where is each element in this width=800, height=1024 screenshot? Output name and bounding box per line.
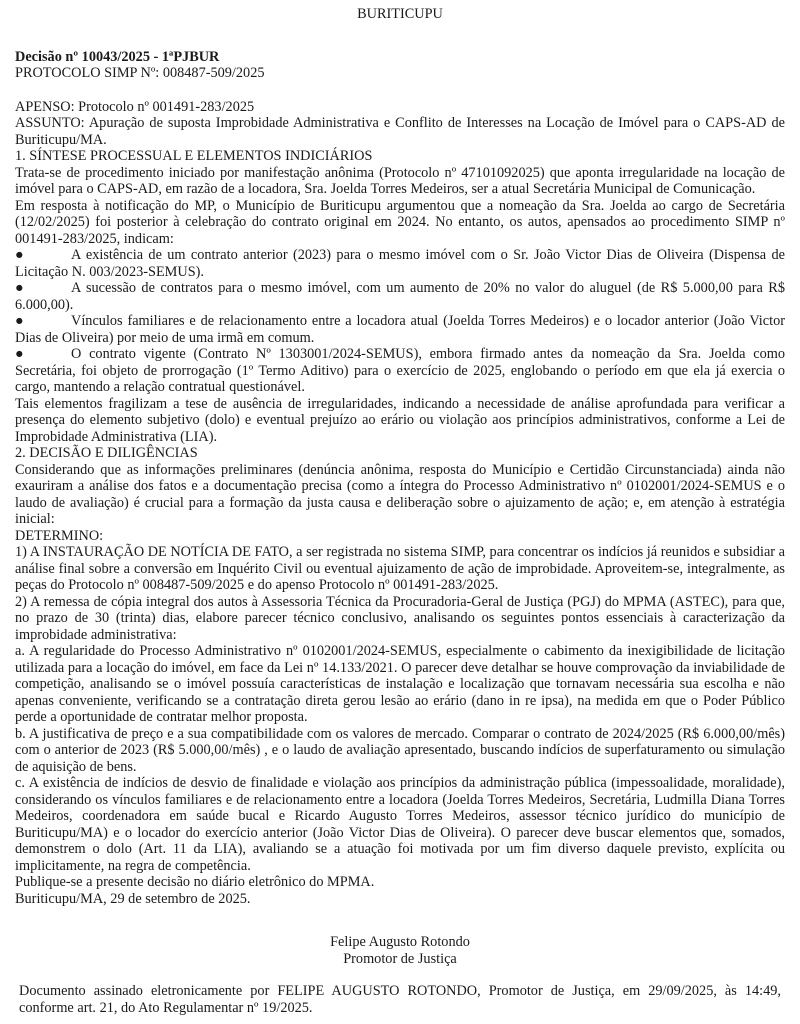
electronic-signature-note: Documento assinado eletronicamente por FELIPE AUGUSTO ROTONDO, Promotor de Justiça, em 29/09/2025, às 14:49, conforme art. 21, do Ato Regulamentar nº 19/2025. (19, 983, 781, 1016)
section1-paragraph: Em resposta à notificação do MP, o Município de Buriticupu argumentou que a nomeação da Sra. Joelda ao cargo de Secretária (12/02/2025) foi posterior à celebração do contrato original em 2024. No entanto, os autos, apensados ao procedimento SIMP nº 001491-283/2025, indicam: (15, 197, 785, 247)
section1-paragraph: Trata-se de procedimento iniciado por manifestação anônima (Protocolo nº 47101092025) que aponta irregularidade na locação de imóvel para o CAPS-AD, em razão de a locadora, Sra. Joelda Torres Medeiros, ser a atual Secretária Municipal de Comunicação. (15, 164, 785, 197)
analysis-point: c. A existência de indícios de desvio de finalidade e violação aos princípios da administração pública (impessoalidade, moralidade), considerando os vínculos familiares e de relacionamento entre a locadora (Joelda Torres Medeiros, Secretária, Ludmilla Diana Torres Medeiros, coordenadora em saúde bucal e Ricardo Augusto Torres Medeiros, assessor técnico jurídico do município de Buriticupu/MA) e o locador do exercício anterior (João Victor Dias de Oliveira). O parecer deve buscar elementos que, somados, demonstrem o dolo (Art. 11 da LIA), avaliando se a atuação foi motivada por um fim diverso daquele previsto, explícita ou implicitamente, na regra de competência. (15, 775, 785, 874)
section1-paragraph: Tais elementos fragilizam a tese de ausência de irregularidades, indicando a necessidade de análise aprofundada para verificar a presença do elemento subjetivo (dolo) e eventual prejuízo ao erário ou violação aos princípios administrativos, conforme a Lei de Improbidade Administrativa (LIA). (15, 395, 785, 445)
list-item (15, 346, 785, 396)
analysis-point: a. A regularidade do Processo Administrativo nº 0102001/2024-SEMUS, especialmente o cabimento da inexigibilidade de licitação utilizada para a locação do imóvel, em face da Lei nº 14.133/2021. O parecer deve detalhar se houve comprovação da inviabilidade de competição, analisando se o imóvel possuía características de instalação e localização que tornavam necessária sua escolha e não apenas conveniente, verificando se a contratação direta gerou lesão ao erário (dano in re ipsa), na medida em que o Poder Público perde a oportunidade de contratar melhor proposta. (15, 643, 785, 725)
bullet-text: O contrato vigente (Contrato Nº 1303001/2024-SEMUS), embora firmado antes da nomeação da Sra. Joelda como Secretária, foi objeto de prorrogação (1º Termo Aditivo) para o exercício de 2025, englobando o período em que ela já exercia o cargo, mantendo a relação contratual questionável. (15, 346, 785, 395)
document-city-header: BURITICUPU (357, 6, 443, 22)
signer-name: Felipe Augusto Rotondo (330, 934, 470, 950)
list-item (15, 247, 785, 280)
list-item (15, 280, 785, 313)
section2-heading: 2. DECISÃO E DILIGÊNCIAS (15, 445, 198, 461)
bullet-icon: ● (15, 346, 24, 362)
apenso-line: APENSO: Protocolo nº 001491-283/2025 (15, 98, 255, 115)
bullet-text: A sucessão de contratos para o mesmo imóvel, com um aumento de 20% no valor do aluguel (de R$ 5.000,00 para R$ 6.000,00). (15, 280, 785, 313)
section1-heading: 1. SÍNTESE PROCESSUAL E ELEMENTOS INDICIÁRIOS (15, 148, 373, 164)
analysis-point: b. A justificativa de preço e a sua compatibilidade com os valores de mercado. Comparar o contrato de 2024/2025 (R$ 6.000,00/mês) com o anterior de 2023 (R$ 5.000,00/mês) , e o laudo de avaliação apresentado, buscando indícios de superfaturamento ou simulação de aquisição de bens. (15, 725, 785, 775)
signer-role: Promotor de Justiça (343, 950, 457, 967)
section2-paragraph: Considerando que as informações preliminares (denúncia anônima, resposta do Município e Certidão Circunstanciada) ainda não exauriram a análise dos fatos e a documentação precisa (como a íntegra do Processo Administrativo nº 0102001/2024-SEMUS e o laudo de avaliação) é crucial para a formação da justa causa e deliberação sobre o ajuizamento de ação; e, em atenção à estratégia inicial: (15, 461, 785, 527)
assunto-line: ASSUNTO: Apuração de suposta Improbidade Administrativa e Conflito de Interesses na Locação de Imóvel para o CAPS-AD de Buriticupu/MA. (15, 115, 785, 148)
determino-label: DETERMINO: (15, 527, 104, 544)
place-date: Buriticupu/MA, 29 de setembro de 2025. (15, 890, 251, 907)
determination-item: 2) A remessa de cópia integral dos autos à Assessoria Técnica da Procuradoria-Geral de Justiça (PGJ) do MPMA (ASTEC), para que, no prazo de 30 (trinta) dias, elabore parecer técnico conclusivo, analisando os seguintes pontos essenciais à caracterização da improbidade administrativa: (15, 593, 785, 643)
list-item (15, 313, 785, 346)
publication-order: Publique-se a presente decisão no diário eletrônico do MPMA. (15, 874, 375, 890)
bullet-text: A existência de um contrato anterior (2023) para o mesmo imóvel com o Sr. João Victor Dias de Oliveira (Dispensa de Licitação N. 003/2023-SEMUS). (15, 247, 785, 280)
bullet-icon: ● (15, 313, 24, 329)
decision-number: Decisão nº 10043/2025 - 1ªPJBUR (15, 48, 220, 65)
protocol-number: PROTOCOLO SIMP Nº: 008487-509/2025 (15, 65, 265, 81)
signature-block (15, 934, 785, 967)
bullet-icon: ● (15, 247, 24, 263)
bullet-text: Vínculos familiares e de relacionamento entre a locadora atual (Joelda Torres Medeiros) e o locador anterior (João Victor Dias de Oliveira) por meio de uma irmã em comum. (15, 313, 785, 346)
determination-item: 1) A INSTAURAÇÃO DE NOTÍCIA DE FATO, a ser registrada no sistema SIMP, para concentrar os indícios já reunidos e subsidiar a análise final sobre a conversão em Inquérito Civil ou eventual ajuizamento de ação de improbidade. Aproveitem-se, integralmente, as peças do Protocolo nº 008487-509/2025 e do apenso Protocolo nº 001491-283/2025. (15, 544, 785, 593)
bullet-icon: ● (15, 280, 24, 296)
